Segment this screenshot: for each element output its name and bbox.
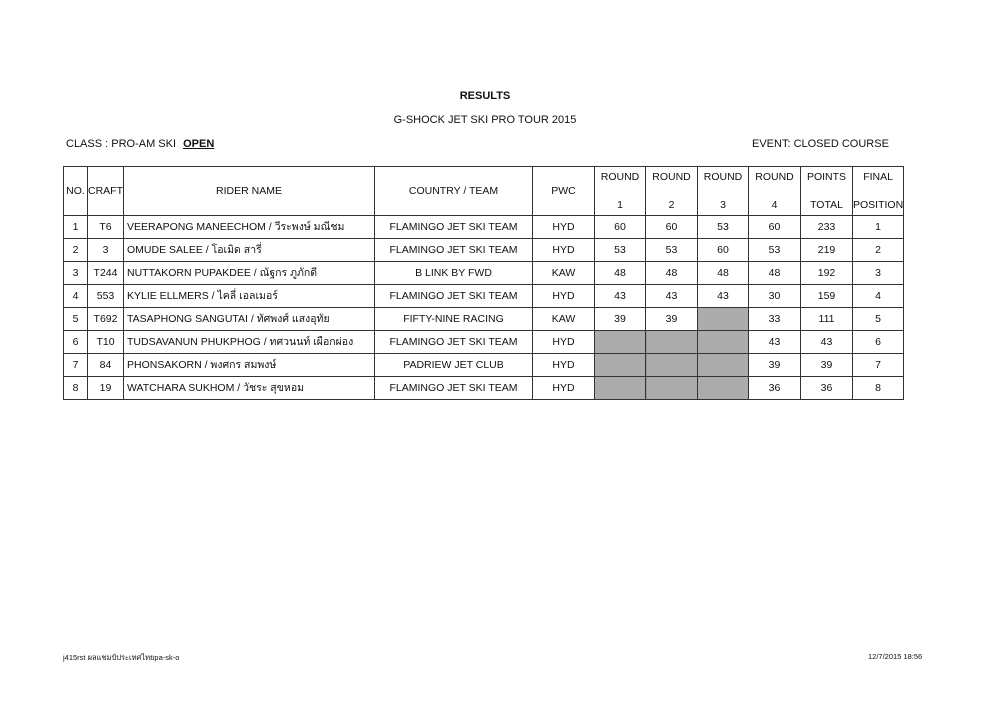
cell-round-2: [646, 331, 698, 354]
cell-rider-name: TUDSAVANUN PHUKPHOG / ทศวนนท์ เผือกผ่อง: [124, 331, 375, 354]
cell-no: 3: [64, 262, 88, 285]
col-final-position: FINAL POSITION: [853, 167, 904, 216]
cell-round-3: [698, 354, 749, 377]
results-table: [63, 166, 904, 400]
cell-round-2: [646, 377, 698, 400]
col-rider-name: RIDER NAME: [124, 167, 375, 216]
cell-rider-name: KYLIE ELLMERS / ไคลี่ เอลเมอร์: [124, 285, 375, 308]
cell-final-position: 3: [853, 262, 904, 285]
cell-round-4: 43: [749, 331, 801, 354]
table-row: [64, 354, 904, 377]
cell-pwc: HYD: [533, 354, 595, 377]
cell-rider-name: NUTTAKORN PUPAKDEE / ณัฐกร ภูภักดี: [124, 262, 375, 285]
cell-round-3: 43: [698, 285, 749, 308]
table-row: [64, 216, 904, 239]
cell-team: FLAMINGO JET SKI TEAM: [375, 216, 533, 239]
cell-pwc: KAW: [533, 262, 595, 285]
cell-round-4: 60: [749, 216, 801, 239]
cell-pwc: HYD: [533, 239, 595, 262]
cell-craft: T6: [88, 216, 124, 239]
col-round-4: ROUND 4: [749, 167, 801, 216]
cell-round-4: 48: [749, 262, 801, 285]
footer-filename: j415rst ผลแชมป์ประเทศไทยpa-sk-o: [63, 653, 180, 662]
col-round-3: ROUND 3: [698, 167, 749, 216]
cell-final-position: 1: [853, 216, 904, 239]
class-open: OPEN: [183, 138, 215, 150]
cell-round-3: 53: [698, 216, 749, 239]
cell-round-3: [698, 331, 749, 354]
cell-team: PADRIEW JET CLUB: [375, 354, 533, 377]
cell-round-3: 60: [698, 239, 749, 262]
cell-craft: T244: [88, 262, 124, 285]
footer-timestamp: 12/7/2015 18:56: [868, 652, 923, 661]
table-row: [64, 377, 904, 400]
cell-pwc: HYD: [533, 377, 595, 400]
cell-pwc: KAW: [533, 308, 595, 331]
cell-no: 1: [64, 216, 88, 239]
col-country-team: COUNTRY / TEAM: [375, 167, 533, 216]
col-pwc: PWC: [533, 167, 595, 216]
cell-points-total: 36: [801, 377, 853, 400]
cell-round-3: 48: [698, 262, 749, 285]
cell-craft: T692: [88, 308, 124, 331]
cell-round-1: [595, 331, 646, 354]
cell-points-total: 43: [801, 331, 853, 354]
cell-final-position: 2: [853, 239, 904, 262]
col-round-1: ROUND 1: [595, 167, 646, 216]
page-title: RESULTS: [459, 90, 511, 102]
cell-round-2: 39: [646, 308, 698, 331]
cell-round-2: [646, 354, 698, 377]
cell-round-1: 53: [595, 239, 646, 262]
cell-pwc: HYD: [533, 285, 595, 308]
cell-no: 7: [64, 354, 88, 377]
cell-round-1: [595, 377, 646, 400]
cell-points-total: 111: [801, 308, 853, 331]
event-label: EVENT: CLOSED COURSE: [752, 138, 889, 150]
header-row: [64, 167, 904, 216]
cell-rider-name: WATCHARA SUKHOM / วัชระ สุขหอม: [124, 377, 375, 400]
table-row: [64, 262, 904, 285]
cell-points-total: 219: [801, 239, 853, 262]
cell-round-2: 48: [646, 262, 698, 285]
cell-rider-name: VEERAPONG MANEECHOM / วีระพงษ์ มณีชม: [124, 216, 375, 239]
cell-round-1: 43: [595, 285, 646, 308]
cell-craft: T10: [88, 331, 124, 354]
cell-final-position: 4: [853, 285, 904, 308]
cell-pwc: HYD: [533, 216, 595, 239]
cell-round-3: [698, 308, 749, 331]
cell-final-position: 7: [853, 354, 904, 377]
cell-points-total: 233: [801, 216, 853, 239]
cell-final-position: 6: [853, 331, 904, 354]
cell-rider-name: PHONSAKORN / พงศกร สมพงษ์: [124, 354, 375, 377]
cell-rider-name: TASAPHONG SANGUTAI / ทัศพงศ์ แสงอุทัย: [124, 308, 375, 331]
cell-round-4: 39: [749, 354, 801, 377]
class-line: [66, 138, 214, 150]
cell-final-position: 8: [853, 377, 904, 400]
cell-craft: 553: [88, 285, 124, 308]
class-prefix: CLASS : PRO-AM SKI: [66, 138, 177, 150]
cell-team: FLAMINGO JET SKI TEAM: [375, 331, 533, 354]
event-subtitle: G-SHOCK JET SKI PRO TOUR 2015: [393, 114, 577, 126]
table-row: [64, 239, 904, 262]
cell-round-2: 60: [646, 216, 698, 239]
cell-round-1: 48: [595, 262, 646, 285]
col-no: NO.: [64, 167, 88, 216]
cell-team: B LINK BY FWD: [375, 262, 533, 285]
cell-rider-name: OMUDE SALEE / โอเมิด สารี่: [124, 239, 375, 262]
cell-no: 6: [64, 331, 88, 354]
col-round-2: ROUND 2: [646, 167, 698, 216]
cell-round-4: 36: [749, 377, 801, 400]
cell-points-total: 192: [801, 262, 853, 285]
table-row: [64, 331, 904, 354]
cell-points-total: 159: [801, 285, 853, 308]
cell-no: 4: [64, 285, 88, 308]
cell-points-total: 39: [801, 354, 853, 377]
cell-no: 5: [64, 308, 88, 331]
cell-no: 8: [64, 377, 88, 400]
cell-craft: 19: [88, 377, 124, 400]
cell-team: FLAMINGO JET SKI TEAM: [375, 239, 533, 262]
cell-round-1: 60: [595, 216, 646, 239]
cell-team: FLAMINGO JET SKI TEAM: [375, 377, 533, 400]
cell-craft: 84: [88, 354, 124, 377]
cell-round-4: 53: [749, 239, 801, 262]
cell-round-4: 30: [749, 285, 801, 308]
col-craft: CRAFT: [88, 167, 124, 216]
cell-final-position: 5: [853, 308, 904, 331]
cell-pwc: HYD: [533, 331, 595, 354]
cell-round-2: 43: [646, 285, 698, 308]
cell-no: 2: [64, 239, 88, 262]
table-row: [64, 285, 904, 308]
table-row: [64, 308, 904, 331]
cell-round-1: [595, 354, 646, 377]
cell-round-1: 39: [595, 308, 646, 331]
cell-round-2: 53: [646, 239, 698, 262]
col-points-total: POINTS TOTAL: [801, 167, 853, 216]
cell-craft: 3: [88, 239, 124, 262]
cell-round-4: 33: [749, 308, 801, 331]
cell-team: FIFTY-NINE RACING: [375, 308, 533, 331]
cell-team: FLAMINGO JET SKI TEAM: [375, 285, 533, 308]
cell-round-3: [698, 377, 749, 400]
